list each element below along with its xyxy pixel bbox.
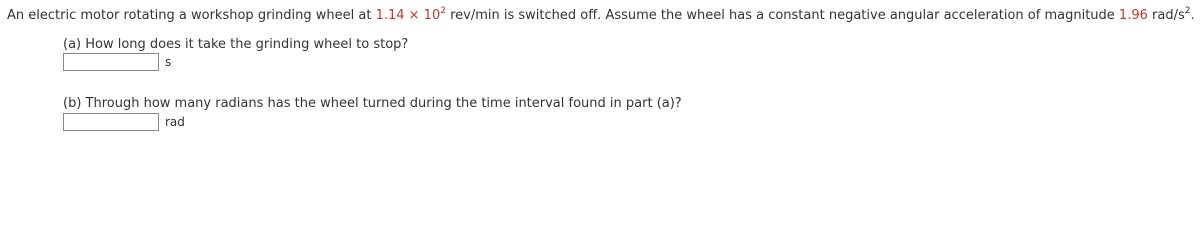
part-b-answer-input[interactable] [63, 113, 159, 131]
part-a-answer-input[interactable] [63, 53, 159, 71]
part-b-question: (b) Through how many radians has the wheel turned during the time interval found in part (a)? [63, 96, 682, 111]
speed-times: × 10 [404, 8, 441, 23]
accel-unit: rad/s [1147, 8, 1185, 23]
problem-statement [7, 7, 1195, 25]
speed-value: 1.14 [375, 8, 405, 23]
accel-value: 1.96 [1118, 8, 1148, 23]
problem-text-start: An electric motor rotating a workshop grinding wheel at [7, 8, 376, 23]
part-b-answer-row [63, 112, 185, 132]
problem-text-mid: rev/min is switched off. Assume the wheel has a constant negative angular acceleration of magnitude [445, 8, 1119, 23]
part-b-unit: rad [165, 115, 185, 129]
part-a-answer-row [63, 52, 171, 72]
problem-text-end: . [1190, 8, 1195, 23]
part-a-question: (a) How long does it take the grinding wheel to stop? [63, 37, 409, 52]
speed-exponent: 2 [440, 6, 446, 16]
accel-exponent: 2 [1184, 6, 1191, 16]
part-a-unit: s [165, 55, 172, 69]
